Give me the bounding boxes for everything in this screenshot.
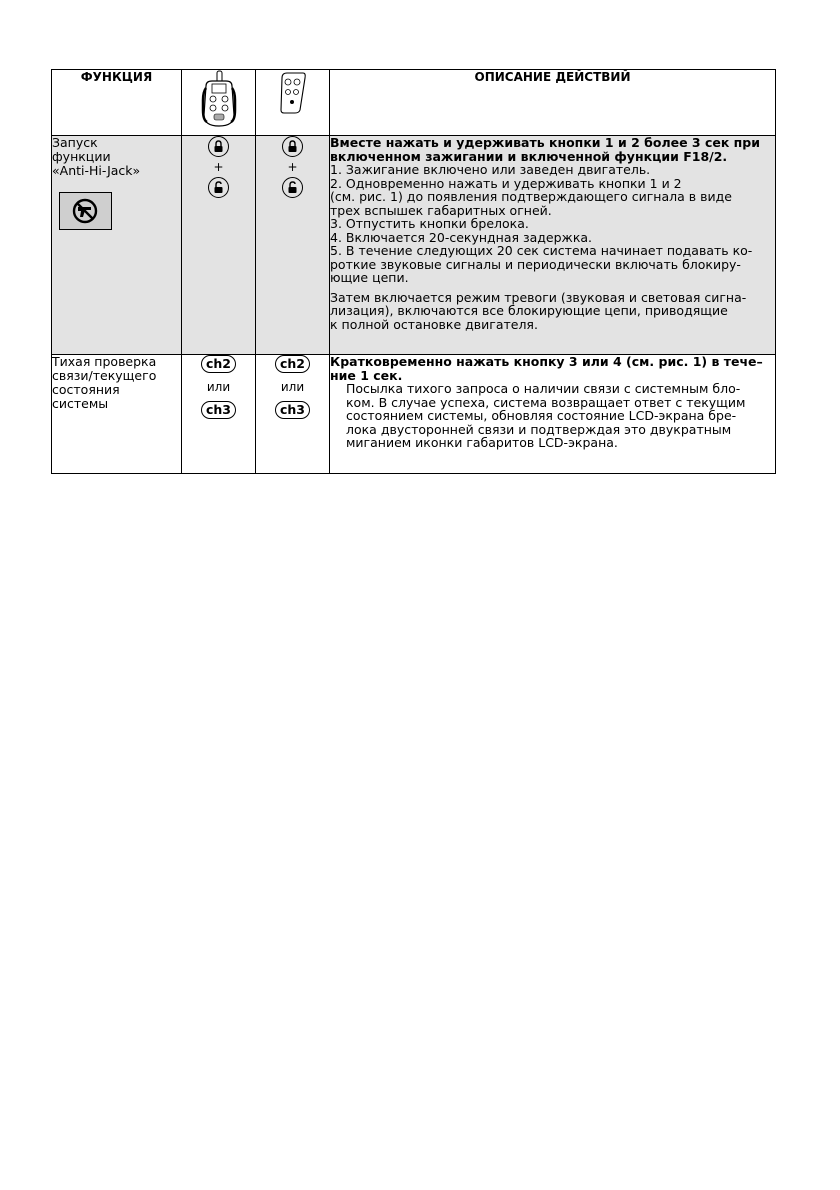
functions-table	[51, 69, 776, 474]
description-line: ком. В случае успеха, система возвращает ответ с текущим	[346, 394, 746, 410]
fob1-buttons-cell	[182, 355, 256, 474]
unlock-button-icon	[208, 177, 229, 198]
description-line: трех вспышек габаритных огней.	[330, 202, 552, 218]
header-fob1	[182, 70, 256, 136]
description-line: 3. Отпустить кнопки брелока.	[330, 216, 529, 231]
table-row	[52, 136, 776, 355]
description-line: 5. В течение следующих 20 сек система начинает подавать ко-	[330, 243, 753, 258]
description-line: миганием иконки габаритов LCD-экрана.	[346, 435, 618, 450]
description-line: 4. Включается 20-секундная задержка.	[330, 229, 593, 245]
one-way-fob-icon	[278, 70, 308, 116]
description-line: Посылка тихого запроса о наличии связи с системным бло-	[346, 381, 741, 396]
description-bold-line: ние 1 сек.	[330, 367, 403, 383]
two-way-lcd-fob-icon	[197, 70, 241, 128]
description-bold-line: Кратковременно нажать кнопку 3 или 4 (см. рис. 1) в тече–	[330, 354, 763, 369]
function-name-line: состояния	[52, 382, 120, 397]
description-line: Затем включается режим тревоги (звуковая и световая сигна-	[330, 289, 747, 305]
table-row	[52, 355, 776, 474]
function-name-line: функции	[52, 149, 111, 164]
lock-button-icon	[208, 136, 229, 157]
function-name-line: связи/текущего	[52, 368, 157, 383]
description-line: лока двусторонней связи и подтверждая это двукратным	[346, 421, 732, 437]
description-line: 1. Зажигание включено или заведен двигатель.	[330, 162, 651, 177]
unlock-button-icon	[282, 177, 303, 198]
table-header-row	[52, 70, 776, 136]
plus-sign: +	[213, 160, 224, 174]
description-cell	[330, 136, 776, 355]
or-label: или	[280, 380, 305, 394]
header-description: ОПИСАНИЕ ДЕЙСТВИЙ	[330, 70, 776, 136]
header-fob2	[256, 70, 330, 136]
or-label: или	[206, 380, 231, 394]
description-line: 2. Одновременно нажать и удерживать кнопки 1 и 2	[330, 175, 682, 191]
description-line: роткие звуковые сигналы и периодически включать блокиру-	[330, 256, 741, 272]
description-line: (см. рис. 1) до появления подтверждающего сигнала в виде	[330, 189, 732, 204]
description-line: состоянием системы, обновляя состояние LCD-экрана бре-	[346, 408, 737, 423]
ch2-button: ch2	[201, 355, 236, 373]
anti-hijack-icon-frame	[59, 192, 112, 230]
fob2-buttons-cell	[256, 355, 330, 474]
fob2-buttons-cell	[256, 136, 330, 355]
description-line: ющие цепи.	[330, 270, 409, 285]
plus-sign: +	[287, 160, 298, 174]
description-bold-line: Вместе нажать и удерживать кнопки 1 и 2 более 3 сек при	[330, 135, 761, 150]
function-name-line: системы	[52, 396, 109, 411]
ch2-button: ch2	[275, 355, 310, 373]
function-cell	[52, 355, 182, 474]
ch3-button: ch3	[201, 401, 236, 419]
anti-hijack-icon	[72, 198, 98, 224]
function-cell	[52, 136, 182, 355]
fob1-buttons-cell	[182, 136, 256, 355]
description-line: лизация), включаются все блокирующие цепи, приводящие	[330, 303, 728, 318]
header-function: ФУНКЦИЯ	[52, 70, 182, 136]
description-bold-line: включенном зажигании и включенной функции F18/2.	[330, 148, 728, 164]
function-name-line: Тихая проверка	[52, 354, 157, 369]
description-line: к полной остановке двигателя.	[330, 316, 538, 332]
function-name-line: «Anti-Hi-Jack»	[52, 163, 141, 178]
description-cell	[330, 355, 776, 474]
function-name-line: Запуск	[52, 135, 98, 150]
lock-button-icon	[282, 136, 303, 157]
ch3-button: ch3	[275, 401, 310, 419]
